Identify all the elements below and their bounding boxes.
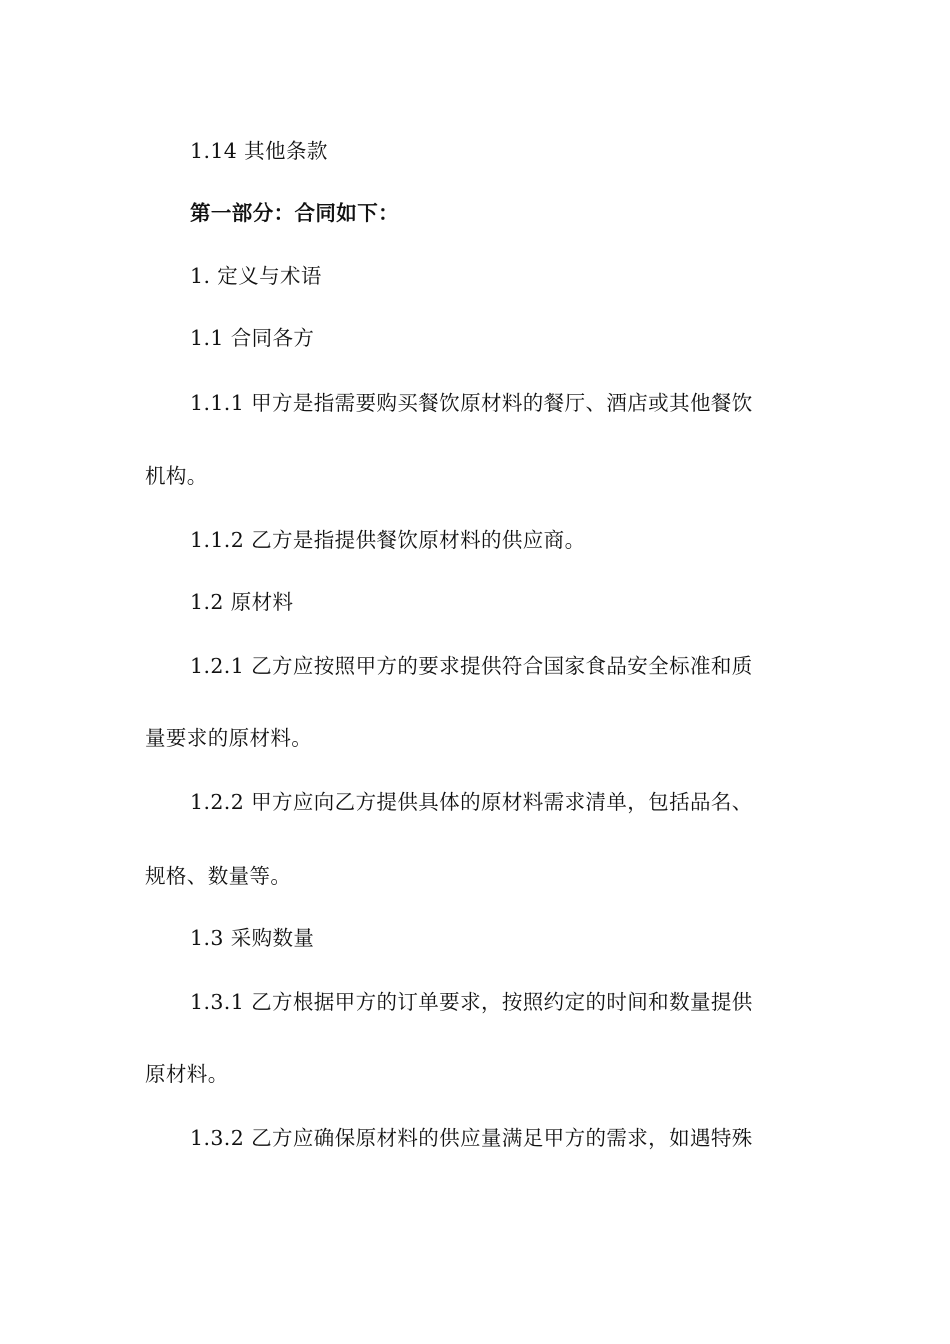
clause-1-1: 1.1 合同各方 <box>190 326 315 350</box>
clause-1-14: 1.14 其他条款 <box>190 139 328 163</box>
clause-1-3-2: 1.3.2 乙方应确保原材料的供应量满足甲方的需求，如遇特殊 <box>190 1126 753 1150</box>
clause-1-1-1-continued: 机构。 <box>145 464 208 488</box>
clause-1-2-2: 1.2.2 甲方应向乙方提供具体的原材料需求清单，包括品名、 <box>190 790 753 814</box>
clause-1-1-2: 1.1.2 乙方是指提供餐饮原材料的供应商。 <box>190 528 586 552</box>
clause-1-3-1-continued: 原材料。 <box>145 1062 229 1086</box>
clause-1-2-1: 1.2.1 乙方应按照甲方的要求提供符合国家食品安全标准和质 <box>190 654 753 678</box>
clause-1-3: 1.3 采购数量 <box>190 926 315 950</box>
clause-1-2: 1.2 原材料 <box>190 590 294 614</box>
clause-1-2-1-continued: 量要求的原材料。 <box>145 726 313 750</box>
clause-1-2-2-continued: 规格、数量等。 <box>145 864 292 888</box>
section-heading: 第一部分：合同如下： <box>190 201 399 225</box>
clause-1-3-1: 1.3.1 乙方根据甲方的订单要求，按照约定的时间和数量提供 <box>190 990 753 1014</box>
clause-1-1-1: 1.1.1 甲方是指需要购买餐饮原材料的餐厅、酒店或其他餐饮 <box>190 391 753 415</box>
clause-1: 1. 定义与术语 <box>190 264 322 288</box>
